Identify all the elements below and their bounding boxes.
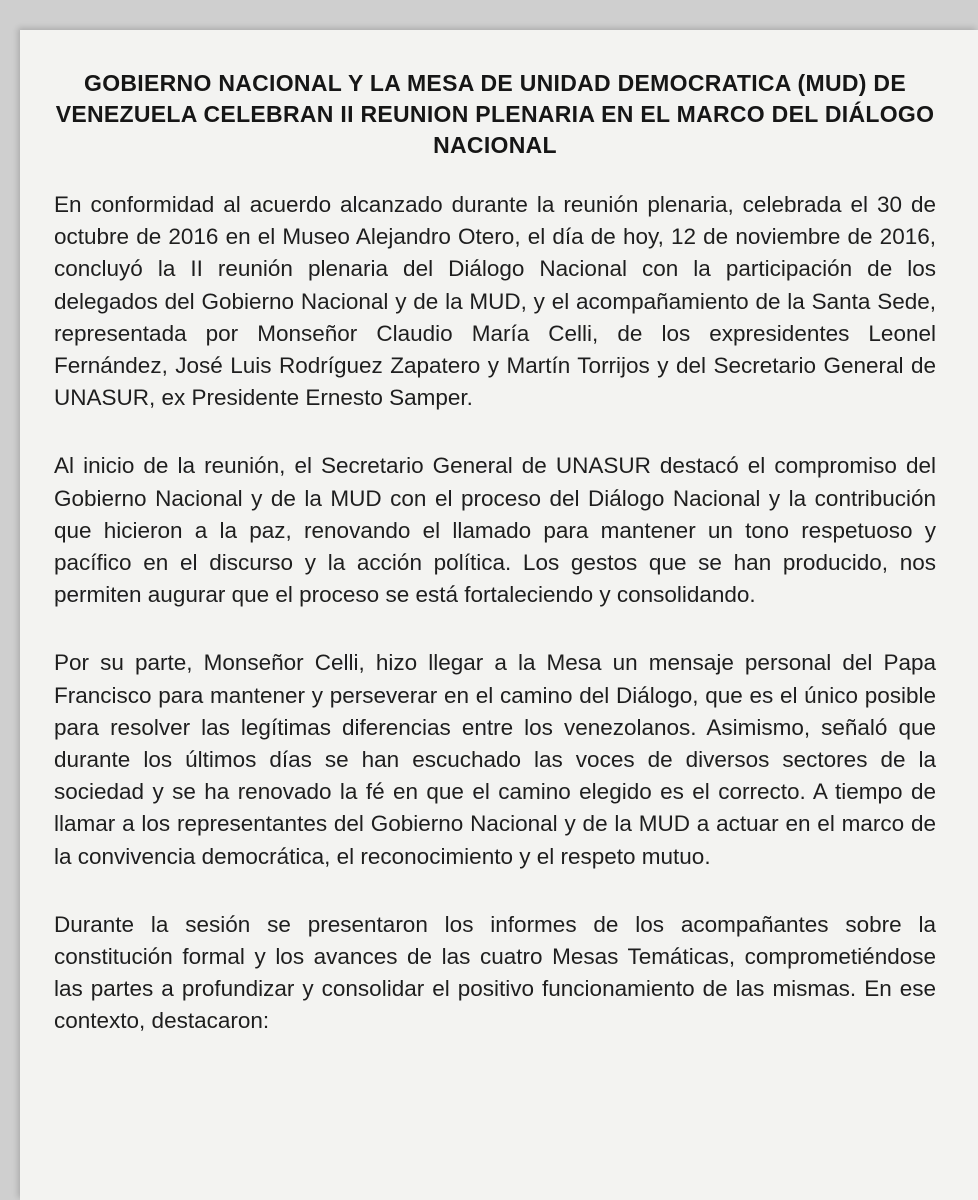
document-page [20, 30, 978, 1200]
paragraph-1: En conformidad al acuerdo alcanzado durante la reunión plenaria, celebrada el 30 de octubre de 2016 en el Museo Alejandro Otero, el día de hoy, 12 de noviembre de 2016, concluyó la II reunión plenaria del Diálogo Nacional con la participación de los delegados del Gobierno Nacional y de la MUD, y el acompañamiento de la Santa Sede, representada por Monseñor Claudio María Celli, de los expresidentes Leonel Fernández, José Luis Rodríguez Zapatero y Martín Torrijos y del Secretario General de UNASUR, ex Presidente Ernesto Samper. [54, 192, 936, 411]
document-body [54, 68, 936, 1074]
paragraph-2: Al inicio de la reunión, el Secretario General de UNASUR destacó el compromiso del Gobierno Nacional y de la MUD con el proceso del Diálogo Nacional y la contribución que hicieron a la paz, renovando el llamado para mantener un tono respetuoso y pacífico en el discurso y la acción política. Los gestos que se han producido, nos permiten augurar que el proceso se está fortaleciendo y consolidando. [54, 453, 936, 608]
paragraph-3: Por su parte, Monseñor Celli, hizo llegar a la Mesa un mensaje personal del Papa Francisco para mantener y perseverar en el camino del Diálogo, que es el único posible para resolver las legítimas diferencias entre los venezolanos. Asimismo, señaló que durante los últimos días se han escuchado las voces de diversos sectores de la sociedad y se ha renovado la fé en que el camino elegido es el correcto. A tiempo de llamar a los representantes del Gobierno Nacional y de la MUD a actuar en el marco de la convivencia democrática, el reconocimiento y el respeto mutuo. [54, 650, 936, 869]
document-title: GOBIERNO NACIONAL Y LA MESA DE UNIDAD DEMOCRATICA (MUD) DE VENEZUELA CELEBRAN II REUNION PLENARIA EN EL MARCO DEL DIÁLOGO NACIONAL [55, 70, 935, 158]
paragraph-4: Durante la sesión se presentaron los informes de los acompañantes sobre la constitución formal y los avances de las cuatro Mesas Temáticas, comprometiéndose las partes a profundizar y consolidar el positivo funcionamiento de las mismas. En ese contexto, destacaron: [54, 911, 936, 1034]
